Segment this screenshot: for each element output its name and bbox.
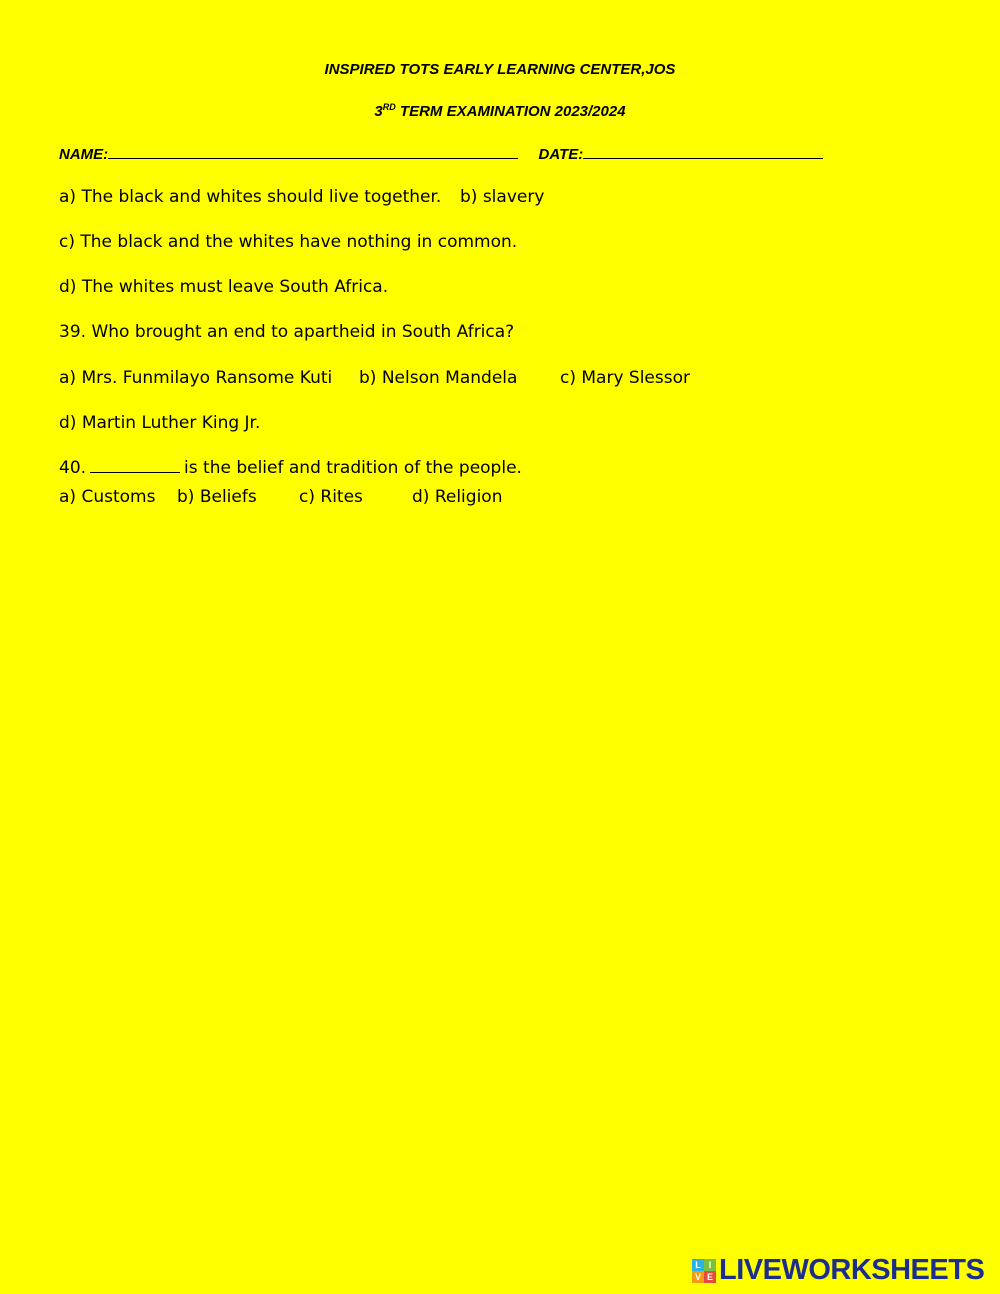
school-title: INSPIRED TOTS EARLY LEARNING CENTER,JOS bbox=[324, 61, 676, 78]
q40-question bbox=[59, 458, 522, 478]
name-blank[interactable] bbox=[108, 144, 518, 159]
q39-question: 39. Who brought an end to apartheid in South Africa? bbox=[59, 322, 515, 342]
q40-blank[interactable] bbox=[90, 458, 180, 473]
q38-option-d: d) The whites must leave South Africa. bbox=[59, 277, 389, 297]
q39-option-b: b) Nelson Mandela bbox=[359, 368, 518, 388]
q40-option-c: c) Rites bbox=[299, 487, 363, 507]
liveworksheets-watermark: LIVEWORKSHEETS bbox=[719, 1254, 985, 1286]
exam-title bbox=[0, 102, 1000, 120]
logo-letter-l: L bbox=[692, 1259, 704, 1271]
exam-title-sup: RD bbox=[382, 102, 396, 112]
q39-option-d: d) Martin Luther King Jr. bbox=[59, 413, 261, 433]
logo-letter-i: I bbox=[704, 1259, 716, 1271]
logo-letter-v: V bbox=[692, 1271, 704, 1283]
name-date-row bbox=[59, 144, 823, 163]
date-label: DATE: bbox=[538, 146, 584, 163]
q38-option-a: a) The black and whites should live together. bbox=[59, 187, 442, 207]
logo-letter-e: E bbox=[704, 1271, 716, 1283]
liveworksheets-logo-icon bbox=[692, 1259, 716, 1283]
q39-option-c: c) Mary Slessor bbox=[560, 368, 690, 388]
date-blank[interactable] bbox=[583, 144, 823, 159]
q40-option-b: b) Beliefs bbox=[177, 487, 257, 507]
q38-row-1 bbox=[59, 187, 545, 207]
name-label: NAME: bbox=[59, 146, 109, 163]
q39-option-a: a) Mrs. Funmilayo Ransome Kuti bbox=[59, 368, 333, 388]
q40-option-a: a) Customs bbox=[59, 487, 156, 507]
q38-option-b: b) slavery bbox=[460, 187, 545, 207]
q40-question-rest: is the belief and tradition of the people. bbox=[184, 458, 522, 478]
q40-options bbox=[59, 487, 503, 507]
exam-title-rest: TERM EXAMINATION 2023/2024 bbox=[395, 103, 626, 120]
q39-row-1 bbox=[59, 368, 690, 388]
q38-option-c: c) The black and the whites have nothing in common. bbox=[59, 232, 518, 252]
q40-number: 40. bbox=[59, 458, 87, 478]
exam-title-prefix: 3 bbox=[374, 103, 383, 120]
q40-option-d: d) Religion bbox=[412, 487, 503, 507]
